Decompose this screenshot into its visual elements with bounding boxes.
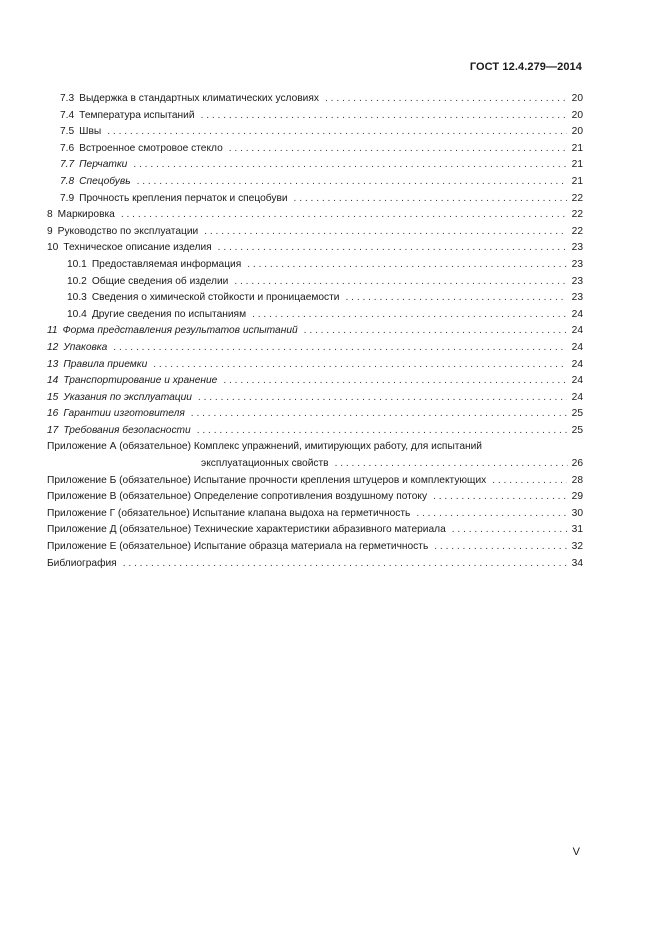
toc-entry-text: Приложение А (обязательное) Комплекс упражнений, имитирующих работу, для испытаний: [47, 441, 482, 453]
toc-entry-number: 7.8: [60, 175, 75, 187]
toc-page-number: 23: [571, 258, 583, 270]
toc-entry-text: Приложение Е (обязательное) Испытание образца материала на герметичность: [47, 541, 429, 553]
dot-leader: [346, 290, 568, 307]
toc-entry-number: 13: [47, 358, 59, 370]
dot-leader: [247, 257, 567, 274]
page-number-roman: V: [572, 846, 580, 858]
dot-leader: [433, 489, 567, 506]
toc-entry[interactable]: [47, 274, 583, 291]
toc-entry-text: Упаковка: [63, 341, 108, 353]
toc-entry[interactable]: [47, 390, 583, 407]
toc-entry-number: 7.6: [60, 142, 75, 154]
toc-page-number: 24: [571, 341, 583, 353]
dot-leader: [153, 357, 567, 374]
dot-leader: [234, 274, 567, 291]
toc-entry[interactable]: [47, 340, 583, 357]
toc-entry-number: 15: [47, 391, 59, 403]
dot-leader: [197, 423, 567, 440]
toc-entry[interactable]: [47, 141, 583, 158]
toc-page-number: 20: [571, 93, 583, 104]
toc-page-number: 25: [571, 408, 583, 420]
dot-leader: [191, 406, 567, 423]
toc-page-number: 24: [571, 375, 583, 387]
dot-leader: [223, 373, 567, 390]
toc-entry-number: 10.4: [67, 308, 87, 320]
dot-leader: [229, 141, 567, 158]
toc-page-number: 21: [571, 159, 583, 171]
toc-page-number: 24: [571, 308, 583, 320]
toc-page-number: 20: [571, 109, 583, 121]
toc-entry-number: 9: [47, 225, 53, 237]
dot-leader: [123, 556, 567, 573]
toc-page-number: 22: [571, 192, 583, 204]
toc-entry[interactable]: [47, 207, 583, 224]
toc-entry-text: Приложение Б (обязательное) Испытание прочности крепления штуцеров и комплектующих: [47, 474, 487, 486]
toc-page-number: 29: [571, 491, 583, 503]
dot-leader: [204, 224, 567, 241]
toc-page-number: 21: [571, 142, 583, 154]
toc-entry-text: Правила приемки: [63, 358, 148, 370]
toc-entry[interactable]: [47, 556, 583, 573]
toc-entry-text: Сведения о химической стойкости и проницаемости: [91, 292, 340, 304]
toc-entry[interactable]: [47, 124, 583, 141]
toc-page-number: 32: [571, 541, 583, 553]
toc-entry-text: Транспортирование и хранение: [63, 375, 218, 387]
toc-page-number: 22: [571, 209, 583, 221]
toc-entry-text: Приложение Д (обязательное) Технические характеристики абразивного материала: [47, 524, 446, 536]
toc-entry-text: Приложение В (обязательное) Определение сопротивления воздушному потоку: [47, 491, 428, 503]
toc-entry[interactable]: [47, 290, 583, 307]
toc-entry[interactable]: [47, 307, 583, 324]
toc-entry[interactable]: [47, 323, 583, 340]
toc-entry-text: Встроенное смотровое стекло: [79, 142, 223, 154]
dot-leader: [218, 240, 567, 257]
dot-leader: [252, 307, 567, 324]
toc-page-number: 24: [571, 325, 583, 337]
toc-page-number: 23: [571, 275, 583, 287]
document-code: ГОСТ 12.4.279—2014: [469, 61, 582, 73]
toc-page-number: 26: [571, 458, 583, 470]
toc-entry[interactable]: [47, 240, 583, 257]
toc-entry-text: Спецобувь: [79, 175, 131, 187]
toc-entry[interactable]: [47, 157, 583, 174]
toc-entry-number: 12: [47, 341, 59, 353]
dot-leader: [198, 390, 567, 407]
toc-entry-text: Руководство по эксплуатации: [57, 225, 199, 237]
toc-entry[interactable]: [47, 539, 583, 556]
toc-entry-text: Форма представления результатов испытаний: [62, 325, 298, 337]
toc-entry-number: 14: [47, 375, 59, 387]
toc-entry-text: Перчатки: [79, 159, 128, 171]
toc-entry-text: Гарантии изготовителя: [63, 408, 185, 420]
dot-leader: [492, 473, 567, 490]
toc-entry-number: 7.3: [60, 93, 75, 104]
dot-leader: [133, 157, 567, 174]
toc-entry-text: Требования безопасности: [63, 424, 191, 436]
dot-leader: [113, 340, 567, 357]
toc-entry-number: 10.3: [67, 292, 87, 304]
toc-entry-text: Прочность крепления перчаток и спецобуви: [79, 192, 288, 204]
toc-entry-number: 10.1: [67, 258, 87, 270]
toc-entry[interactable]: [47, 489, 583, 506]
toc-entry[interactable]: [47, 357, 583, 374]
toc-entry-text: Библиография: [47, 557, 117, 569]
toc-entry-text: Швы: [79, 126, 102, 138]
toc-entry[interactable]: [47, 406, 583, 423]
toc-entry-text-continued: эксплуатационных свойств: [201, 458, 329, 470]
dot-leader: [137, 174, 567, 191]
toc-page-number: 21: [571, 175, 583, 187]
toc-page-number: 28: [571, 474, 583, 486]
toc-entry[interactable]: [47, 373, 583, 390]
toc-entry-number: 17: [47, 424, 59, 436]
toc-entry-text: Предоставляемая информация: [91, 258, 242, 270]
toc-entry-number: 11: [47, 325, 58, 337]
dot-leader: [294, 191, 567, 208]
toc-entry-text: Другие сведения по испытаниям: [91, 308, 247, 320]
toc-page-number: 31: [571, 524, 583, 536]
dot-leader: [335, 456, 568, 473]
dot-leader: [452, 522, 567, 539]
toc-page-number: 23: [571, 292, 583, 304]
dot-leader: [201, 108, 567, 125]
toc-entry-number: 10.2: [67, 275, 87, 287]
toc-entry-appendix-a[interactable]: [47, 439, 583, 472]
toc-entry-number: 7.4: [60, 109, 75, 121]
dot-leader: [107, 124, 567, 141]
toc-entry-number: 16: [47, 408, 59, 420]
dot-leader: [434, 539, 567, 556]
toc-page-number: 25: [571, 424, 583, 436]
toc-entry-number: 10: [47, 242, 59, 254]
toc-entry-text: Температура испытаний: [79, 109, 195, 121]
toc-entry[interactable]: [47, 108, 583, 125]
toc-page-number: 24: [571, 358, 583, 370]
toc-entry[interactable]: [47, 91, 583, 108]
toc-entry[interactable]: [47, 473, 583, 490]
toc-entry[interactable]: [47, 257, 583, 274]
toc-page-number: 24: [571, 391, 583, 403]
toc-appendix-entries: [47, 473, 583, 573]
dot-leader: [325, 91, 567, 108]
toc-page-number: 23: [571, 242, 583, 254]
toc-entry-number: 7.9: [60, 192, 75, 204]
toc-entry-text: Выдержка в стандартных климатических условиях: [79, 93, 319, 104]
toc-page-number: 30: [571, 507, 583, 519]
toc-entry-text: Техническое описание изделия: [63, 242, 212, 254]
toc-page-number: 34: [571, 557, 583, 569]
toc-entry-text: Указания по эксплуатации: [63, 391, 192, 403]
dot-leader: [304, 323, 567, 340]
dot-leader: [416, 506, 567, 523]
toc-entry[interactable]: [47, 224, 583, 241]
toc-main-entries: [47, 91, 583, 439]
toc-entry[interactable]: [47, 191, 583, 208]
toc-page-number: 22: [571, 225, 583, 237]
toc-entry[interactable]: [47, 506, 583, 523]
table-of-contents: [47, 91, 583, 572]
toc-entry-text: Общие сведения об изделии: [91, 275, 229, 287]
toc-entry[interactable]: [47, 522, 583, 539]
toc-entry[interactable]: [47, 174, 583, 191]
toc-entry-number: 7.5: [60, 126, 75, 138]
toc-entry-text: Маркировка: [57, 209, 115, 221]
toc-page-number: 20: [571, 126, 583, 138]
dot-leader: [121, 207, 567, 224]
toc-entry-continuation: [47, 456, 583, 473]
toc-entry[interactable]: [47, 423, 583, 440]
toc-entry-number: 7.7: [60, 159, 75, 171]
toc-entry-text: Приложение Г (обязательное) Испытание клапана выдоха на герметичность: [47, 507, 411, 519]
toc-entry-number: 8: [47, 209, 53, 221]
